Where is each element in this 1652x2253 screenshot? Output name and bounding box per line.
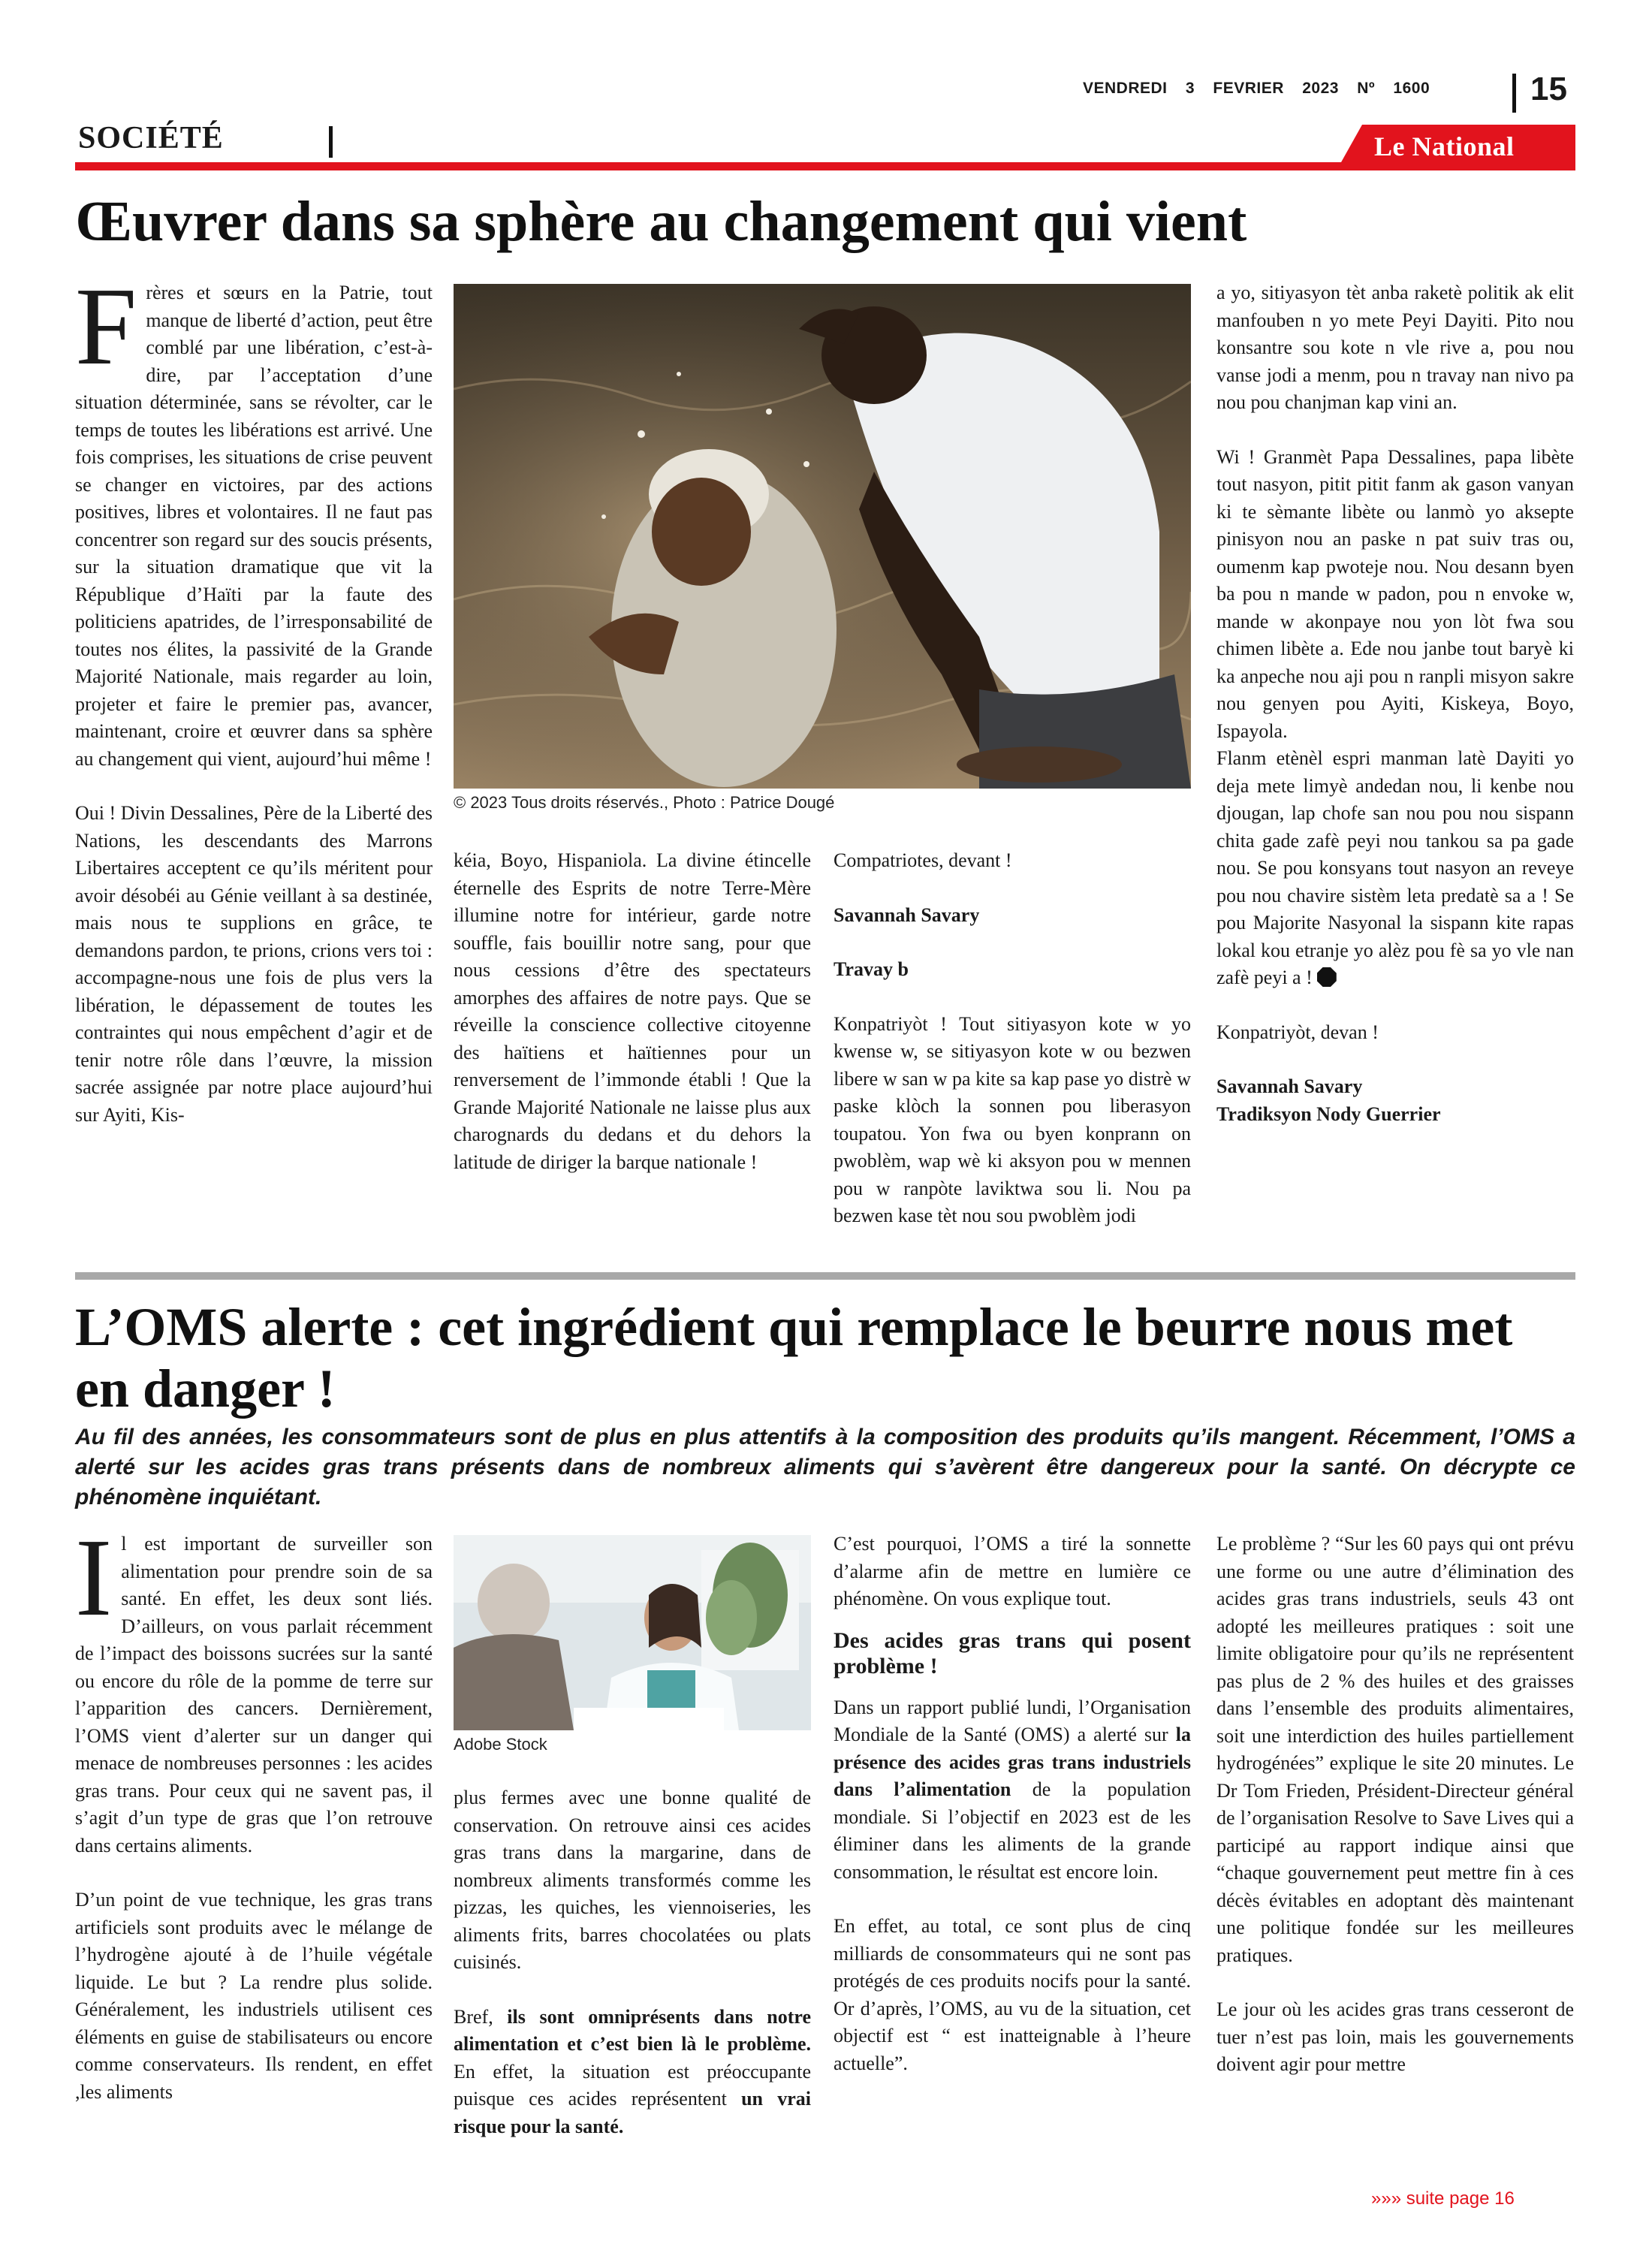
article1-column-2 (454, 847, 811, 1176)
doctor-consultation-illustration (454, 1535, 811, 1730)
article2-dropcap: I (75, 1516, 113, 1639)
article1-paragraph: Oui ! Divin Dessalines, Père de la Liberté des Nations, les descendants des Marrons Libertaires acceptent ce qu’ils méritent pour avoir désobéi au Génie veillant à sa destinée, mais nous te supplions en grâce, te demandons pardon, te prions, crions vers toi : accompagne-nous une fois de plus vers la libération, le dépassement de toutes les contraintes qui nous empêchent d’agir et de tenir notre rôle dans l’œuvre, la mission sacrée assignée par notre place aujourd’hui sur Ayiti, Kis- (75, 802, 433, 1126)
article2-headline: L’OMS alerte : cet ingrédient qui remplace le beurre nous met en danger ! (75, 1297, 1513, 1419)
article1-subheading: Travay b (834, 958, 909, 980)
article2-emphasis: la présence des acides gras trans industriels dans l’alimentation (834, 1724, 1191, 1800)
article1-signature: Savannah Savary (1216, 1075, 1363, 1097)
article1-column-1 (75, 265, 433, 1129)
page-number-divider (1512, 74, 1516, 113)
article1-translator: Tradiksyon Nody Guerrier (1216, 1102, 1441, 1125)
article1-dropcap: F (75, 265, 137, 388)
article1-column-4 (1216, 279, 1574, 1128)
article2-column-1 (75, 1516, 433, 2106)
article2-emphasis: un vrai risque pour la santé. (454, 2088, 811, 2137)
article1-signature: Savannah Savary (834, 903, 980, 926)
header-rule (75, 162, 1575, 170)
article2-text: Bref, (454, 2005, 508, 2028)
page-number: 15 (1530, 71, 1567, 107)
article1-paragraph: rères et sœurs en la Patrie, tout manque de liberté d’action, peut être comblé par une libération, c’est-à-dire, par l’acceptation d’une situation déterminée, sans se révolter, car le temps de toutes les libérations est arrivé. Une fois comprises, les situations de crise peuvent se changer en victoires, par des actions positives, libres et volontaires. Il ne faut pas concentrer son regard sur des soucis présents, sur la situation dramatique que vit la République d’Haïti par la faute des politiciens apatrides, de l’irresponsabilité de toutes nos élites, la passivité de la Grande Majorité Nationale, mais regarder au loin, projeter et faire le premier pas, avancer, maintenant, croire et œuvrer dans sa sphère au changement qui vient, aujourd’hui même ! (75, 282, 433, 770)
article1-paragraph: Konpatriyòt ! Tout sitiyasyon kote w yo kwense w, se sitiyasyon kote w ou bezwen libere w san w pa kite sa kap pase yo distrè w paske klòch la sonnen pou liberasyon toupatou. Yon fwa ou byen konprann on pwoblèm, wap wè ki aksyon pou w mennen pou w ranpòte laviktwa sou li. Nou pa bezwen kase tèt nou sou pwoblèm jodi (834, 1012, 1191, 1226)
section-title: SOCIÉTÉ (78, 121, 224, 155)
continued-on-page-link[interactable]: »»» suite page 16 (1371, 2188, 1515, 2209)
article2-column-2 (454, 1784, 811, 2140)
article2-paragraph: C’est pourquoi, l’OMS a tiré la sonnette d’alarme afin de mettre en lumière ce phénomène. On vous explique tout. (834, 1533, 1191, 1609)
article2-paragraph: En effet, au total, ce sont plus de cinq milliards de consommateurs qui ne sont pas protégés de ces produits nocifs pour la santé. Or d’après, l’OMS, au vu de la situation, cet objectif est “ est inatteignable à l’heure actuelle”. (834, 1915, 1191, 2074)
article2-photo-credit: Adobe Stock (454, 1735, 547, 1754)
baptism-photo-illustration (454, 284, 1191, 789)
article1-paragraph: a yo, sitiyasyon tèt anba raketè politik ak elit manfouben n yo mete Peyi Dayiti. Pito nou konsantre sou kote n vle rive a, pou nou vanse jodi a menm, pou n travay nan nivo pa nou pou chanjman kap vini an. (1216, 282, 1574, 413)
article2-text: Dans un rapport publié lundi, l’Organisation Mondiale de la Santé (OMS) a alerté sur (834, 1696, 1191, 1745)
article2-subheading: Des acides gras trans qui posent problème ! (834, 1627, 1191, 1678)
article1-paragraph: Compatriotes, devant ! (834, 849, 1012, 871)
article2-paragraph: D’un point de vue technique, les gras trans artificiels sont produits avec le mélange de l’hydrogène ajouté à de l’huile végétale liquide. Le but ? La rendre plus solide. Généralement, les industriels utilisent ces éléments en guise de stabilisateurs ou encore comme conservateurs. Ils rendent, en effet ,les aliments (75, 1889, 433, 2103)
article2-text: En effet, la situation est préoccupante puisque ces acides représentent (454, 2060, 811, 2110)
article1-paragraph: Konpatriyòt, devan ! (1216, 1021, 1379, 1043)
article2-paragraph: plus fermes avec une bonne qualité de conservation. On retrouve ainsi ces acides gras trans dans la margarine, dans de nombreux aliments transformés comme les pizzas, les quiches, les viennoiseries, les aliments frits, barres chocolatées ou plats cuisinés. (454, 1787, 811, 1973)
article1-photo (454, 284, 1191, 789)
article2-paragraph: Le problème ? “Sur les 60 pays qui ont prévu une forme ou une autre d’élimination des acides gras trans industriels, seuls 43 ont adopté les meilleures pratiques : soit une limite obligatoire pour qu’ils ne représentent pas plus de 2 % des huiles et des graisses dans l’ensemble des produits alimentaires, soit une interdiction des huiles partiellement hydrogénées” explique le site 20 minutes. Le Dr Tom Frieden, Président-Directeur général de l’organisation Resolve to Save Lives qui a participé au rapport indique ainsi que “chaque gouvernement peut mettre fin à ces décès évitables en adoptant dès maintenant une politique fondée sur les meilleures pratiques. (1216, 1533, 1574, 1966)
article2-text: de la population mondiale. Si l’objectif en 2023 est de les éliminer dans les aliments de la grande consommation, le résultat est encore loin. (834, 1778, 1191, 1883)
issue-date: VENDREDI 3 FEVRIER 2023 Nº 1600 (1083, 80, 1430, 97)
publication-name: Le National (1374, 131, 1515, 161)
article2-column-4 (1216, 1531, 1574, 2079)
article2-photo (454, 1535, 811, 1730)
article1-paragraph: kéia, Boyo, Hispaniola. La divine étincelle éternelle des Esprits de notre Terre-Mère illumine notre for intérieur, garde notre souffle, fais bouillir notre sang, pour que nous cessions d’être des spectateurs amorphes des affaires de notre pays. Que se réveille la conscience collective citoyenne des haïtiens et haïtiennes pour un renversement de l’immonde établi ! Que la Grande Majorité Nationale ne laisse plus aux charognards du dedans et du dehors la latitude de diriger la barque nationale ! (454, 849, 811, 1173)
article1-headline: Œuvrer dans sa sphère au changement qui vient (75, 190, 1247, 253)
article1-column-3 (834, 847, 1191, 1230)
section-divider (329, 126, 333, 158)
article-separator (75, 1272, 1575, 1280)
article1-paragraph: Flanm etènèl espri manman latè Dayiti yo deja mete limyè andedan nou, li kenbe nou djougan, lap chofe san nou pou nou sispann chita gade zafè peyi nou tankou sa pa gade nou. Se pou konsyans tout nasyon an reveye pou nou chavire sistèm leta predatè sa a ! Se pou Majorite Nasyonal la sispann kite rapas lokal kou etranje yo alèz pou fè sa yo vle nan zafè peyi a ! (1216, 747, 1574, 988)
article2-emphasis: ils sont omniprésents dans notre alimentation et c’est bien là le problème. (454, 2005, 811, 2055)
article1-paragraph: Wi ! Granmèt Papa Dessalines, papa libète tout nasyon, pitit pitit fanm ak gason vanyan ki te sèmante libète ou lanmò yo aksepte pinisyon nou an paske n pat suiv tras ou, oumenm kap pwoteje nou. Nou desann byen ba pou n mande w padon, pou n envoke w, mande w akonpaye nou yon lòt fwa sou chimen libète a. Ede nou janbe tout baryè ki ka anpeche nou aji pou n ranpli misyon sakre nou genyen pou Ayiti, Kiskeya, Boyo, Ispayola. (1216, 445, 1574, 742)
article2-lead: Au fil des années, les consommateurs sont de plus en plus attentifs à la composition des produits qu’ils mangent. Récemment, l’OMS a alerté sur les acides gras trans présents dans de nombreux aliments qui s’avèrent être dangereux pour la santé. On décrypte ce phénomène inquiétant. (75, 1425, 1575, 1510)
article1-photo-caption: © 2023 Tous droits réservés., Photo : Patrice Dougé (454, 793, 835, 812)
article2-column-3 (834, 1531, 1191, 2077)
article2-paragraph: l est important de surveiller son alimentation pour prendre soin de sa santé. En effet, les deux sont liés. D’ailleurs, on vous parlait récemment de l’impact des boissons sucrées sur la santé ou encore du rôle de la pomme de terre sur l’apparition des cancers. Dernièrement, l’OMS vient d’alerter sur un danger qui menace de nombreuses personnes : les acides gras trans. Pour ceux qui ne savent pas, il s’agit d’un type de gras que l’on retrouve dans certains aliments. (75, 1533, 433, 1856)
article2-paragraph: Le jour où les acides gras trans cesseront de tuer n’est pas loin, mais les gouvernements doivent agir pour mettre (1216, 1998, 1574, 2075)
end-of-article-icon (1317, 967, 1337, 987)
